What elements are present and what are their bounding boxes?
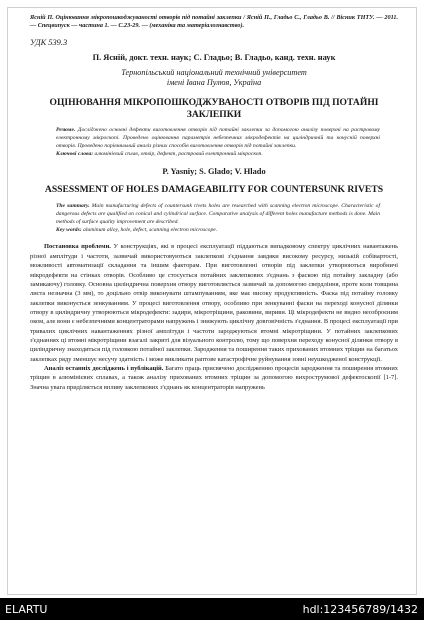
- keywords-ukrainian-label: Ключові слова:: [56, 150, 94, 157]
- affiliation: [30, 68, 398, 89]
- title-english: ASSESSMENT OF HOLES DAMAGEABILITY FOR COUNTERSUNK RIVETS: [44, 183, 384, 195]
- keywords-ukrainian: [56, 151, 380, 159]
- analysis-text: Багато праць присвячено дослідженню процесів зародження та поширення втомних тріщин в алюмінієвих сплавах, а також аналізу прихованих втомних тріщин за допомогою вихрострумової дефектоскопії [1-7]. Значна увага приділяється впливу заклепкових з'єднань як концентраторів напружень: [30, 364, 398, 391]
- affiliation-line-1: Тернопільський національний технічний університет: [121, 67, 307, 77]
- repository-name: ELARTU: [5, 603, 48, 616]
- keywords-ukrainian-text: алюмінієвий сплав, отвір, дефект, растровий електронний мікроскоп.: [94, 150, 263, 157]
- udc-code: УДК 539.3: [30, 37, 68, 47]
- abstract-ukrainian-label: Резюме.: [56, 127, 76, 133]
- abstract-ukrainian: [56, 127, 380, 151]
- abstract-english: [56, 203, 380, 227]
- title-ukrainian: ОЦІНЮВАННЯ МІКРОПОШКОДЖУВАНОСТІ ОТВОРІВ ПІД ПОТАЙНІ ЗАКЛЕПКИ: [49, 97, 379, 121]
- keywords-english-label: Key words:: [56, 226, 82, 233]
- authors-ukrainian: П. Ясній, докт. техн. наук; С. Гладьо; В. Гладьо, канд. техн. наук: [92, 52, 336, 62]
- affiliation-line-2: імені Івана Пулюя, Україна: [166, 78, 262, 88]
- body-paragraph-problem: [30, 242, 398, 363]
- running-head: Ясній П. Оцінювання мікропошкоджуваності отворів під потайні заклепки / Ясній П., Гладьо С., Гладьо В. // Вісник ТНТУ. — 2011. — Спецвипуск — частина 1. — С.23-29. — (механіка та матеріалознавство).: [30, 14, 398, 30]
- viewer-footer-bar: [0, 598, 424, 620]
- problem-statement-text: У конструкціях, які в процесі експлуатації піддаються випадковому спектру циклічних навантажень різної амплітуди і частоти, зазвичай використовуються заклепкові з'єднання завдяки високому ресурсу, низькій собівартості, можливості автоматизації складання та іншим факторам. При виготовленні отворів під заклепки утворюються виробничі мікродефекти на стінках отворів. Особливо це стосується потайних заклепкових з'єднань з фаскою під потайну закладну (або замикаючу) головку. Основна циліндрична поверхня отвору виготовляється зазвичай за допомогою свердління, проте коли товщина листа незначна (3 мм), то доцільно отвір виконувати штампуванням, яке має високу продуктивність. Фаска під потайну головку заклепки виконується зенкуванням. У процесі виготовлення отвору, особливо при зенкуванні фаски на переході конусної ділянки отвору в циліндричну утворюються мікродефекти: задири, мікротріщини, раковини, вириви. Ці мікродефекти не видно неозброєним оком, але вони є небезпечними концентраторами напружень і знижують циклічну довговічність з'єднання. В процесі експлуатації при тривалих циклічних навантаженнях різної амплітуди і частоти зароджуються втомні мікротріщини. У потайних заклепкових з'єднаннях ці втомні мікротріщини взагалі закриті для візуального контролю, тому що поверхня переходу конусної ділянки отвору в циліндричну знаходиться під головкою потайної заклепки. Зародження та поширення таких прихованих втомних тріщин на багатьох заклепках ряду зменшує несучу здатність і може викликати раптове катастрофічне руйнування зовні неушкодженої конструкції.: [30, 243, 398, 363]
- abstract-ukrainian-text: Досліджено основні дефекти виготовлення отворів під потайні заклепки за допомогою аналізу поверхні на растровому електронному мікроскопі. Проведено оцінювання параметрів небезпечних мікродефектів на циліндричній та конусній поверхні отворів. Проведено порівняльний аналіз різних способів виготовлення отворів під потайні заклепки.: [56, 127, 380, 149]
- problem-statement-label: Постановка проблеми.: [44, 243, 111, 251]
- keywords-english-text: aluminum alloy, hole, defect, scanning electron microscope.: [83, 226, 218, 233]
- paper-page: [7, 7, 417, 595]
- body-paragraph-analysis: [30, 364, 398, 392]
- analysis-label: Аналіз останніх досліджень і публікацій.: [44, 364, 164, 372]
- keywords-english: [56, 227, 380, 235]
- abstract-english-text: Main manufacturing defects of countersunk rivets holes are researched with scanning electron microscope. Characteristic of dangerous defects are qualified on conical and cylindrical surface. Comparative analysis of different holes manufacture methods is done. Main methods of surface quality improvement are described.: [56, 202, 380, 225]
- handle-identifier[interactable]: hdl:123456789/1432: [302, 603, 418, 616]
- abstract-english-label: The summary.: [56, 202, 90, 209]
- authors-english: P. Yasniy; S. Glado; V. Hlado: [162, 166, 266, 176]
